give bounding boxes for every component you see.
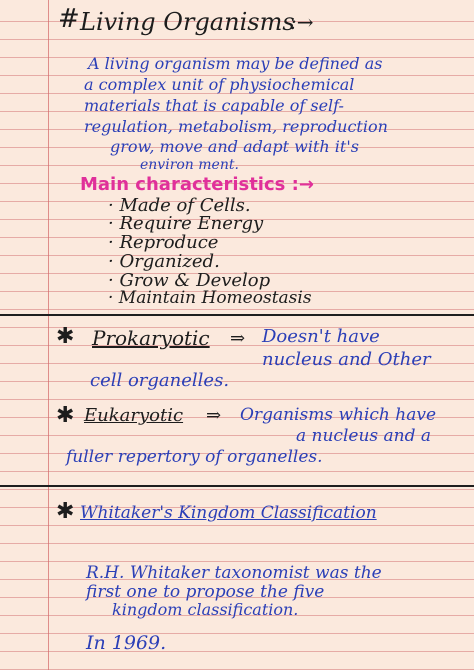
definition-line-3: materials that is capable of self- xyxy=(84,96,344,115)
prokaryotic-line-2: nucleus and Other xyxy=(262,349,431,370)
eukaryotic-line-3: fuller repertory of organelles. xyxy=(66,447,323,467)
characteristics-title: Main characteristics :→ xyxy=(80,174,314,195)
whittaker-line-3: kingdom classification. xyxy=(112,600,299,619)
eukaryotic-line-2: a nucleus and a xyxy=(296,426,432,446)
section-divider xyxy=(0,485,474,487)
definition-line-4: regulation, metabolism, reproduction xyxy=(84,117,388,136)
characteristic-item: · Made of Cells. xyxy=(108,195,251,216)
prokaryotic-line-3: cell organelles. xyxy=(90,370,230,391)
margin-line xyxy=(48,0,49,670)
characteristic-item: · Maintain Homeostasis xyxy=(108,288,312,308)
heading-hash: # xyxy=(58,4,80,34)
characteristic-item: · Organized. xyxy=(108,251,220,272)
definition-line-2: a complex unit of physiochemical xyxy=(84,75,355,94)
whittaker-line-2: first one to propose the five xyxy=(86,582,325,602)
definition-line-5: grow, move and adapt with it's xyxy=(110,137,359,156)
star-bullet-icon: ✱ xyxy=(56,324,75,349)
eukaryotic-line-1: Organisms which have xyxy=(240,405,436,425)
whittaker-title: Whitaker's Kingdom Classification xyxy=(80,503,377,523)
star-bullet-icon: ✱ xyxy=(56,499,75,524)
star-bullet-icon: ✱ xyxy=(56,403,75,428)
characteristic-item: · Reproduce xyxy=(108,232,219,253)
whittaker-year: In 1969. xyxy=(86,632,167,654)
arrow-icon: ⇒ xyxy=(230,328,246,349)
definition-line-1: A living organism may be defined as xyxy=(88,54,383,73)
page-title: Living Organisms xyxy=(80,8,295,36)
whittaker-line-1: R.H. Whitaker taxonomist was the xyxy=(86,563,382,583)
characteristic-item: · Require Energy xyxy=(108,213,264,234)
heading-arrow: :→ xyxy=(290,10,314,34)
prokaryotic-term: Prokaryotic xyxy=(92,326,210,350)
definition-line-6: environ ment. xyxy=(140,157,239,173)
section-divider xyxy=(0,314,474,316)
arrow-icon: ⇒ xyxy=(206,405,222,426)
eukaryotic-term: Eukaryotic xyxy=(84,405,184,426)
characteristic-item: · Grow & Develop xyxy=(108,270,271,291)
prokaryotic-line-1: Doesn't have xyxy=(262,326,380,347)
